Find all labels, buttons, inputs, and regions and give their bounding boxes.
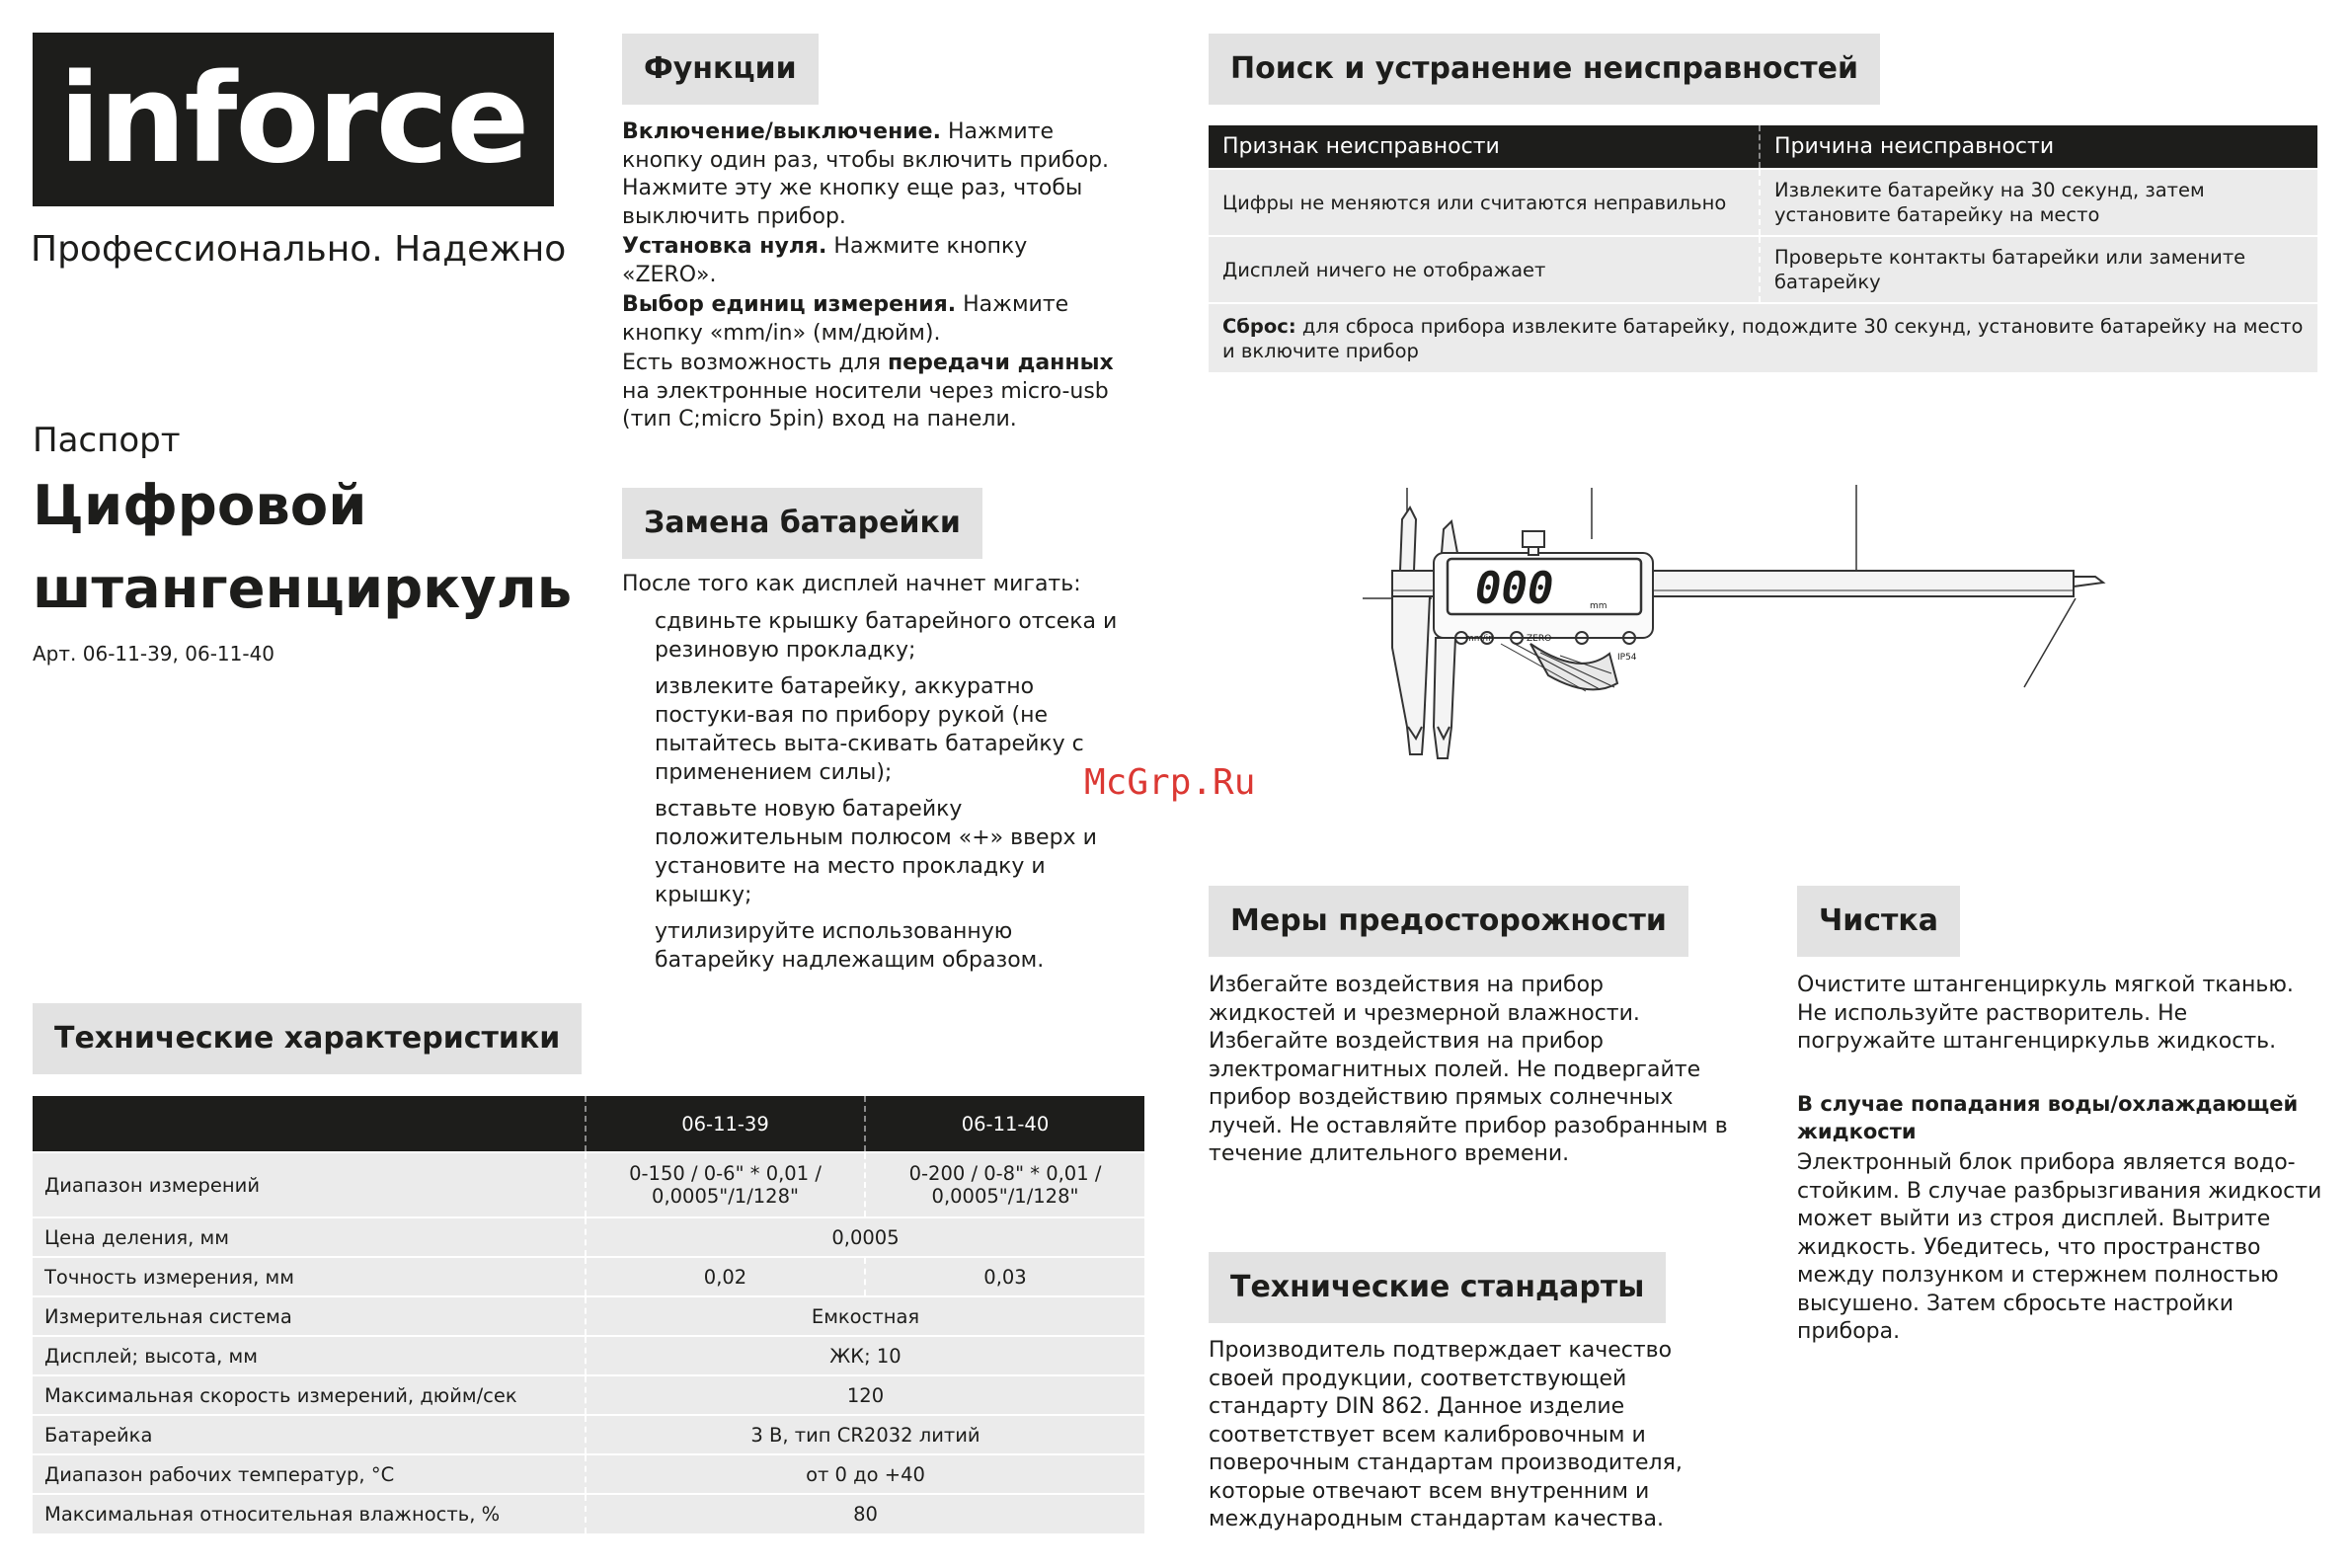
doc-article: Арт. 06-11-39, 06-11-40 xyxy=(33,642,275,666)
trouble-header-row xyxy=(1209,125,2317,169)
table-row xyxy=(33,1257,1144,1296)
trouble-cause: Проверьте контакты батарейки или замените батарейку xyxy=(1760,236,2317,303)
specs-header-row xyxy=(33,1096,1144,1152)
caliper-zero-button-label: ZERO xyxy=(1527,634,1552,644)
table-row xyxy=(33,1454,1144,1494)
trouble-reset-label: Сброс: xyxy=(1222,314,1296,338)
specs-value: от 0 до +40 xyxy=(586,1454,1144,1494)
doc-title-line2: штангенциркуль xyxy=(33,557,573,621)
table-row xyxy=(33,1152,1144,1217)
specs-value-a: 0,02 xyxy=(586,1257,865,1296)
cleaning-text: Очистите штангенциркуль мягкой тканью. Не используйте растворитель. Не погружайте штангенциркульв жидкость. xyxy=(1797,973,2294,1054)
specs-label: Максимальная относительная влажность, % xyxy=(33,1494,586,1533)
functions-heading: Функции xyxy=(622,34,819,105)
battery-step: утилизируйте использованную батарейку надлежащим образом. xyxy=(655,919,1045,973)
specs-label: Измерительная система xyxy=(33,1296,586,1336)
functions-transfer-text: на электронные носители через micro-usb (тип C;micro 5pin) вход на панели. xyxy=(622,378,1109,431)
trouble-heading: Поиск и устранение неисправностей xyxy=(1209,34,1880,105)
table-row xyxy=(33,1375,1144,1415)
battery-step: сдвиньте крышку батарейного отсека и резиновую прокладку; xyxy=(655,609,1118,663)
caliper-illustration xyxy=(1353,480,2241,796)
specs-label: Батарейка xyxy=(33,1415,586,1454)
specs-header-blank xyxy=(33,1096,586,1152)
trouble-reset xyxy=(1209,303,2317,372)
functions-units-text: Нажмите кнопку «mm/in» (мм/дюйм). xyxy=(622,292,1069,346)
specs-col-a: 06-11-39 xyxy=(586,1096,865,1152)
battery-step: извлеките батарейку, аккуратно постуки-вая по прибору рукой (не пытайтесь выта-скивать батарейку с применением силы); xyxy=(655,674,1084,785)
table-row xyxy=(33,1494,1144,1533)
trouble-table xyxy=(1209,125,2317,372)
trouble-reset-text: для сброса прибора извлеките батарейку, подождите 30 секунд, установите батарейку на место и включите прибор xyxy=(1222,314,2304,362)
functions-power-label: Включение/выключение. xyxy=(622,119,941,144)
doc-kind: Паспорт xyxy=(33,421,181,460)
brand-slogan: Профессионально. Надежно xyxy=(31,229,567,270)
table-row xyxy=(33,1217,1144,1257)
precautions-heading: Меры предосторожности xyxy=(1209,886,1688,957)
table-row xyxy=(33,1336,1144,1375)
caliper-display-value: 000 xyxy=(1475,564,1554,614)
battery-intro: После того как дисплей начнет мигать: xyxy=(622,572,1081,596)
specs-value: 80 xyxy=(586,1494,1144,1533)
specs-value: Емкостная xyxy=(586,1296,1144,1336)
functions-transfer-pre: Есть возможность для xyxy=(622,351,888,375)
trouble-col-sign: Признак неисправности xyxy=(1209,125,1760,169)
specs-label: Диапазон измерений xyxy=(33,1152,586,1217)
battery-heading: Замена батарейки xyxy=(622,488,982,559)
standards-heading: Технические стандарты xyxy=(1209,1252,1666,1323)
trouble-sign: Цифры не меняются или считаются неправильно xyxy=(1209,169,1760,236)
brand-logo: inforce xyxy=(33,33,554,206)
specs-label: Цена деления, мм xyxy=(33,1217,586,1257)
table-row xyxy=(33,1296,1144,1336)
specs-value-a: 0-150 / 0-6" * 0,01 / 0,0005"/1/128" xyxy=(586,1152,865,1217)
caliper-ip-label: IP54 xyxy=(1617,653,1637,663)
trouble-cause: Извлеките батарейку на 30 секунд, затем установите батарейку на место xyxy=(1760,169,2317,236)
cleaning-water-text: Электронный блок прибора является водо-стойким. В случае разбрызгивания жидкости может выйти из строя дисплей. Вытрите жидкость. Убедитесь, что пространство между ползунком и стержнем полностью высушено. Затем сбросьте настройки прибора. xyxy=(1797,1150,2322,1344)
caliper-units-button-label: mm/in xyxy=(1465,634,1494,644)
cleaning-water-heading: В случае попадания воды/охлаждающей жидкости xyxy=(1797,1092,2299,1143)
specs-label: Точность измерения, мм xyxy=(33,1257,586,1296)
watermark: McGrp.Ru xyxy=(1084,762,1256,803)
functions-zero-label: Установка нуля. xyxy=(622,234,827,259)
precautions-text: Избегайте воздействия на прибор жидкостей и чрезмерной влажности. Избегайте воздействия на прибор электромагнитных полей. Не подвергайте прибор воздействию прямых солнечных лучей. Не оставляйте прибор разобранным в течение длительного времени. xyxy=(1209,973,1728,1166)
trouble-col-cause: Причина неисправности xyxy=(1760,125,2317,169)
table-row xyxy=(1209,236,2317,303)
table-row xyxy=(1209,303,2317,372)
functions-units-label: Выбор единиц измерения. xyxy=(622,292,957,317)
specs-col-b: 06-11-40 xyxy=(865,1096,1144,1152)
specs-value: 120 xyxy=(586,1375,1144,1415)
standards-text: Производитель подтверждает качество своей продукции, соответствующей стандарту DIN 862. Данное изделие соответствует всем калибровочным и поверочным стандартам производителя, которые отвечают всем внутренним и международным стандартам качества. xyxy=(1209,1338,1683,1531)
specs-table xyxy=(33,1096,1144,1533)
specs-label: Максимальная скорость измерений, дюйм/сек xyxy=(33,1375,586,1415)
table-row xyxy=(1209,169,2317,236)
specs-value: ЖК; 10 xyxy=(586,1336,1144,1375)
table-row xyxy=(33,1415,1144,1454)
specs-label: Дисплей; высота, мм xyxy=(33,1336,586,1375)
specs-heading: Технические характеристики xyxy=(33,1003,582,1074)
specs-value-b: 0-200 / 0-8" * 0,01 / 0,0005"/1/128" xyxy=(865,1152,1144,1217)
functions-zero-text: Нажмите кнопку «ZERO». xyxy=(622,234,1028,287)
specs-value-b: 0,03 xyxy=(865,1257,1144,1296)
functions-text xyxy=(622,118,1126,434)
specs-value: 0,0005 xyxy=(586,1217,1144,1257)
battery-step: вставьте новую батарейку положительным полюсом «+» вверх и установите на место прокладку и крышку; xyxy=(655,797,1097,907)
functions-power-text: Нажмите кнопку один раз, чтобы включить прибор. Нажмите эту же кнопку еще раз, чтобы выключить прибор. xyxy=(622,119,1110,229)
doc-title-line1: Цифровой xyxy=(33,474,367,538)
battery-steps xyxy=(655,607,1138,982)
trouble-sign: Дисплей ничего не отображает xyxy=(1209,236,1760,303)
specs-value: 3 В, тип CR2032 литий xyxy=(586,1415,1144,1454)
functions-transfer-label: передачи данных xyxy=(887,351,1114,375)
caliper-display-unit: mm xyxy=(1590,601,1607,611)
cleaning-heading: Чистка xyxy=(1797,886,1960,957)
specs-label: Диапазон рабочих температур, °С xyxy=(33,1454,586,1494)
